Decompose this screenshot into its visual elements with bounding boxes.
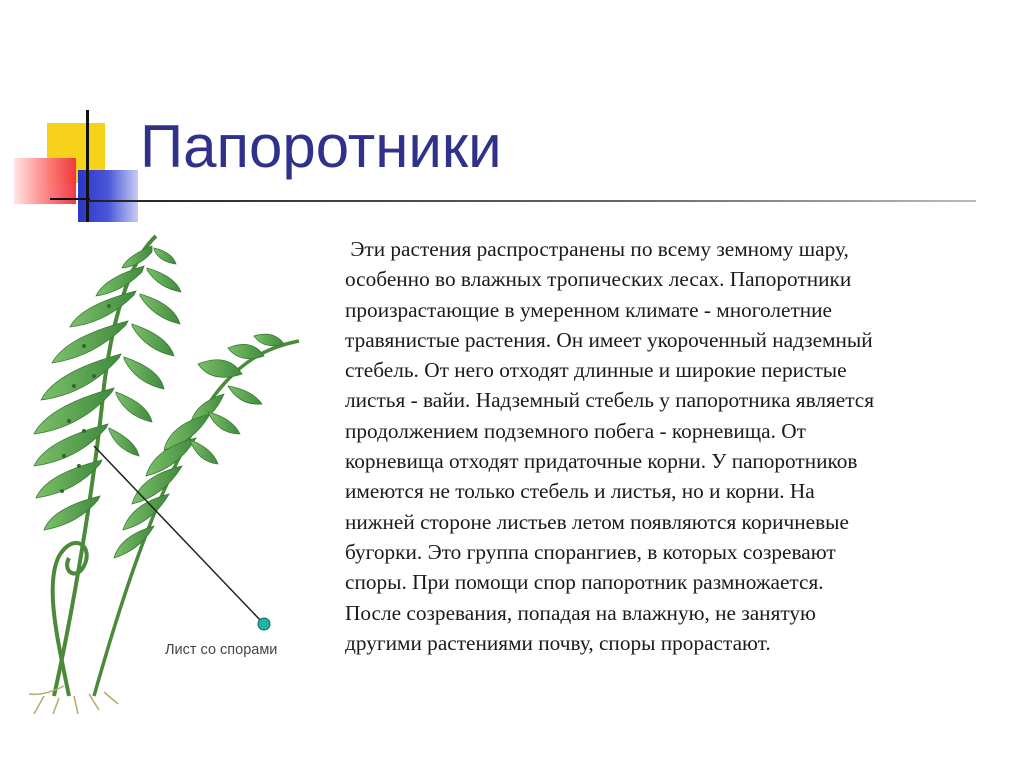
body-text: [345, 234, 995, 658]
text-line: стебель. От него отходят длинные и широкие перистые: [345, 358, 847, 383]
text-line: другими растениями почву, споры прорастают.: [345, 630, 771, 655]
slide-title: Папоротники: [140, 113, 502, 180]
vertical-line-decoration: [86, 110, 89, 222]
text-line: продолжением подземного побега - корневища. От: [345, 418, 806, 443]
text-line: произрастающие в умеренном климате - многолетние: [345, 297, 833, 322]
text-line: травянистые растения. Он имеет укороченный надземный: [345, 327, 873, 352]
title-underline: [88, 200, 976, 202]
text-line: Эти растения распространены по всему земному шару,: [345, 237, 849, 261]
text-line: особенно во влажных тропических лесах. Папоротники: [345, 267, 852, 292]
text-line: корневища отходят придаточные корни. У папоротников: [345, 449, 858, 474]
text-line: имеются не только стебель и листья, но и корни. На: [345, 479, 815, 504]
text-line: споры. При помощи спор папоротник размножается.: [345, 570, 824, 595]
text-line: нижней стороне листьев летом появляются коричневые: [345, 509, 849, 534]
illustration-caption: Лист со спорами: [165, 642, 278, 658]
text-line: листья - вайи. Надземный стебель у папоротника является: [345, 388, 875, 413]
short-line-decoration: [50, 198, 90, 200]
text-line: бугорки. Это группа спорангиев, в которых созревают: [345, 539, 836, 564]
text-line: После созревания, попадая на влажную, не занятую: [345, 600, 816, 625]
